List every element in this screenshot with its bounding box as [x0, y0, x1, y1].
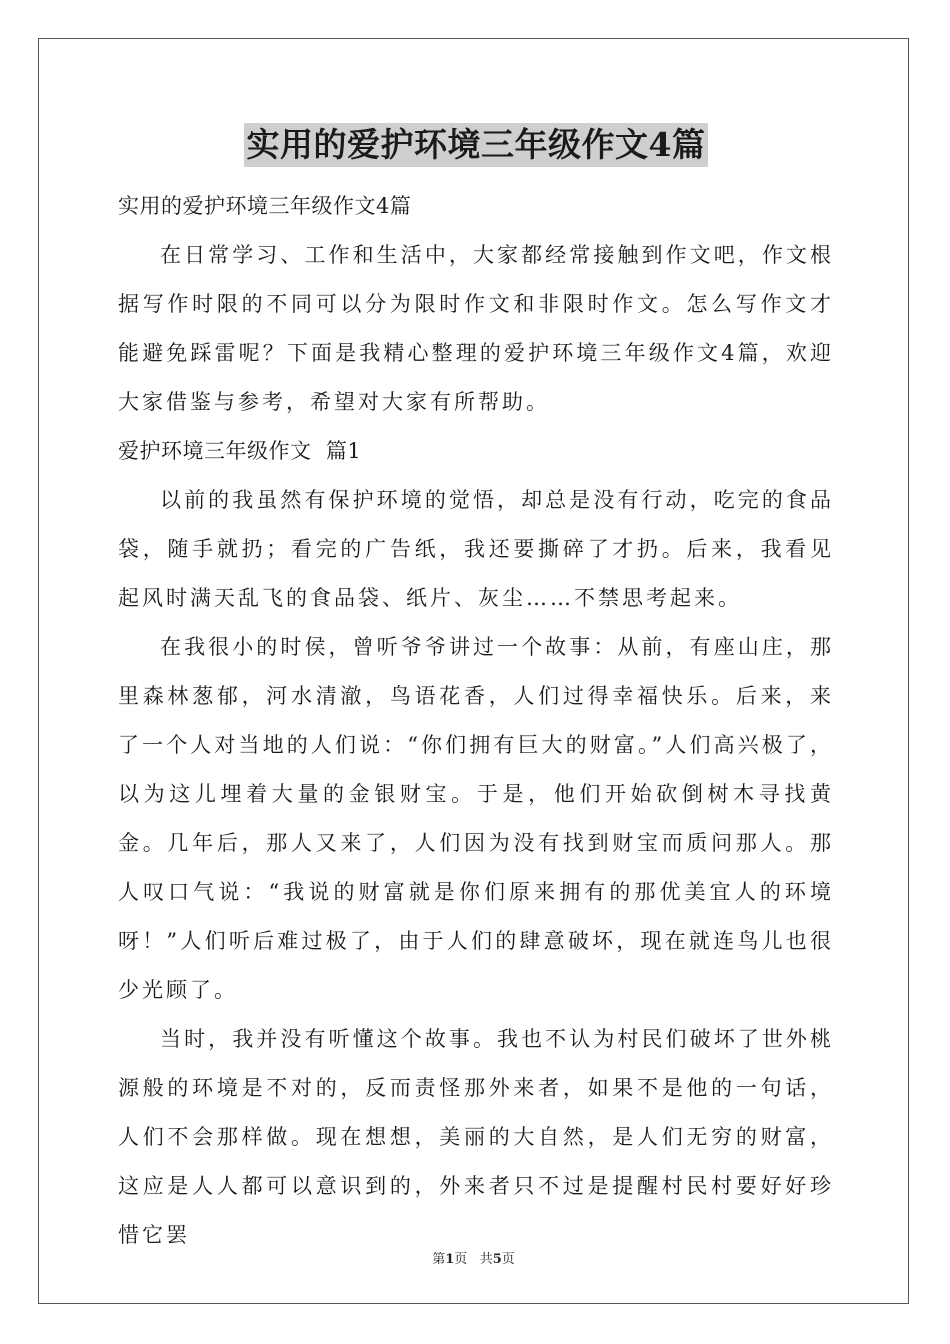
body-paragraph-1: 以前的我虽然有保护环境的觉悟，却总是没有行动，吃完的食品袋，随手就扔；看完的广告纸，我还要撕碎了才扔。后来，我看见起风时满天乱飞的食品袋、纸片、灰尘……不禁思考起来。	[118, 488, 834, 610]
footer-page-suffix: 页	[454, 1252, 468, 1267]
section-heading: 爱护环境三年级作文 篇1	[118, 439, 362, 463]
footer-page-prefix: 第	[432, 1252, 446, 1267]
footer-total-prefix: 共	[479, 1252, 493, 1267]
document-subtitle: 实用的爱护环境三年级作文4篇	[118, 194, 412, 218]
intro-paragraph: 在日常学习、工作和生活中，大家都经常接触到作文吧，作文根据写作时限的不同可以分为限时作文和非限时作文。怎么写作文才能避免踩雷呢？下面是我精心整理的爱护环境三年级作文4篇，欢迎大家借鉴与参考，希望对大家有所帮助。	[118, 243, 834, 414]
body-paragraph-3: 当时，我并没有听懂这个故事。我也不认为村民们破坏了世外桃源般的环境是不对的，反而责怪那外来者，如果不是他的一句话，人们不会那样做。现在想想，美丽的大自然，是人们无穷的财富，这应是人人都可以意识到的，外来者只不过是提醒村民村要好好珍惜它罢	[118, 1027, 834, 1247]
document-title: 实用的爱护环境三年级作文4篇	[244, 123, 709, 167]
body-paragraph-2: 在我很小的时侯，曾听爷爷讲过一个故事：从前，有座山庄，那里森林葱郁，河水清澈，鸟语花香，人们过得幸福快乐。后来，来了一个人对当地的人们说：“你们拥有巨大的财富。”人们高兴极了，以为这儿埋着大量的金银财宝。于是，他们开始砍倒树木寻找黄金。几年后，那人又来了，人们因为没有找到财宝而质问那人。那人叹口气说：“我说的财富就是你们原来拥有的那优美宜人的环境呀！”人们听后难过极了，由于人们的肆意破坏，现在就连鸟儿也很少光顾了。	[118, 635, 834, 1002]
footer-page-total: 5	[492, 1252, 502, 1267]
document-page	[38, 38, 909, 1304]
document-title-wrap	[118, 123, 834, 174]
document-body	[118, 123, 834, 1260]
page-footer	[39, 1248, 908, 1267]
footer-page-current: 1	[445, 1252, 455, 1267]
footer-total-suffix: 页	[501, 1252, 515, 1267]
